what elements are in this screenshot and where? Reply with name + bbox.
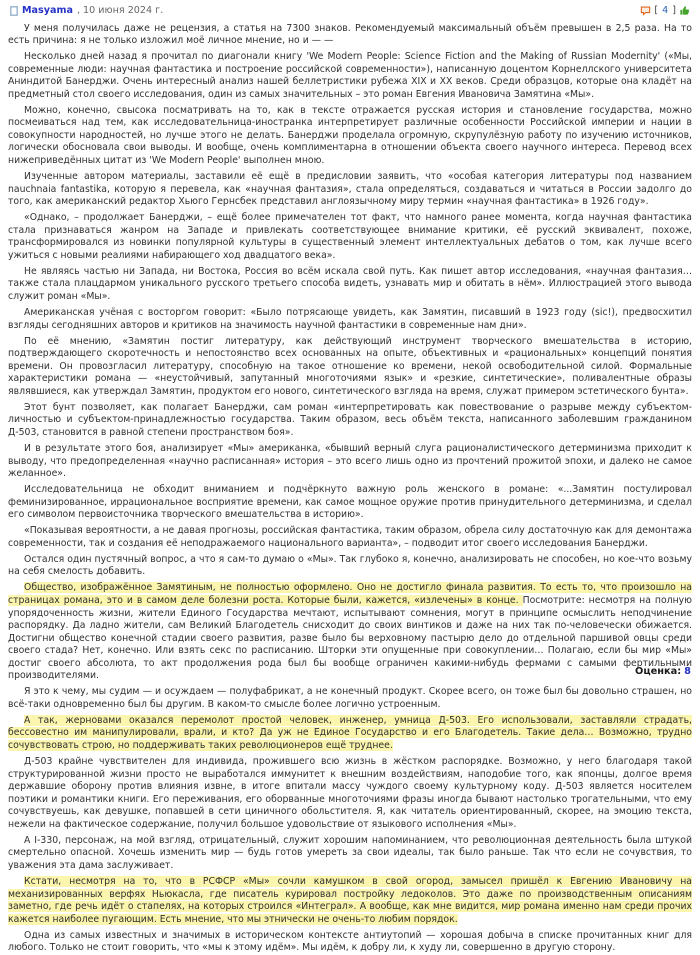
paragraph <box>8 105 692 168</box>
review-footer <box>635 666 691 677</box>
paragraph <box>8 212 692 262</box>
text-segment: И в результате этого боя, анализирует «Мы» американка, «бывший верный слуга рационалистического детерминизма приходит к выводу, что предопределенная «научно расписанная» история – это всего лишь одно из прочтений прожитой эпохи, и далеко не самое желанное». <box>8 442 692 480</box>
username-link[interactable]: Masyama <box>22 5 73 16</box>
text-segment: «Показывая вероятности, а не давая прогнозы, российская фантастика, таким образом, обрела силу достаточную как для демонтажа современности, так и создания её неподражаемого национального варианта», – подводит итог своего исследования Банерджи. <box>8 525 692 549</box>
text-segment: «Однако, – продолжает Банерджи, – ещё более примечателен тот факт, что намного ранее момента, когда научная фантастика стала признаваться жанром на Западе и привлекать соответствующее внимание критики, её русский эквивалент, похоже, трансформировался из новинки популярной культуры в существенный элемент интеллектуальных дебатов о том, как лучше всего ужиться с новыми реалиями набирающего ход двадцатого века». <box>8 212 692 261</box>
highlighted-text: А так, жерновами оказался перемолот простой человек, инженер, умница Д-503. Его использовали, заставляли страдать, бессовестно им манипулировали, врали, и кто? Да уж не Единое Государство и его Благодетель. Такие дела… Возможно, трудно сочувствовать строю, но поддерживать таких революционеров ещё труднее. <box>8 714 692 751</box>
text-segment: А I-330, персонаж, на мой взгляд, отрицательный, служит хорошим напоминанием, что революционная деятельность была штукой смертельно опасной. Хочешь изменить мир — будь готов умереть за свои идеалы, так было раньше. Так что если не сочувствия, то уважения эта дама заслуживает. <box>8 834 692 871</box>
text-segment: Не являясь частью ни Запада, ни Востока, Россия во всём искала свой путь. Как пишет автор исследования, «научная фантазия… также стала плацдармом уникального русского третьего способа видеть, узнавать мир и обитать в нём». Иллюстрацией этого вывода служит роман «Мы». <box>8 265 692 302</box>
paragraph <box>8 402 692 440</box>
text-segment: Посмотрите: несмотря на полную упорядоченность жизни, жители Единого Государства мечтают, испытывают сомнения, могут в принципе осмыслить неподчинение распорядку. Да ладно жители, сам Великий Благодетель снисходит до своих винтиков и даже на них так по-человечески обижается. Достигни общество конечной стадии своего развития, разве было бы верховному пастырю дело до отдельной паршивой овцы среди своего стада? Нет, конечно. Или взять секс по расписанию. Шторки эти опущенные при совокуплении… Полагаю, если бы мир «Мы» достиг своего абсолюта, то акт продолжения рода был бы вообще ограничен какими-нибудь фермами с самыми фертильными производителями. <box>8 594 692 682</box>
paragraph <box>8 876 692 926</box>
paragraph <box>8 307 692 332</box>
paragraph <box>8 686 692 711</box>
text-segment: У меня получилась даже не рецензия, а статья на 7300 знаков. Рекомендуемый максимальный объём превышен в 2,5 раза. На то есть причина: я не только изложил моё личное мнение, но и — — <box>8 22 692 47</box>
paragraph <box>8 484 692 522</box>
paragraph <box>8 266 692 304</box>
text-segment: Исследовательница не обходит вниманием и подчёркнуто важную роль женского в романе: «...Замятин постулировал феминизированное, иррациональное восприятие времени, как самое мощное оружие против принудительного детерминизма, и сделал его символом первоисточника творческого вмешательства в историю». <box>8 484 692 521</box>
paragraph <box>8 525 692 550</box>
votes-count-link[interactable]: 4 <box>662 5 669 16</box>
paragraph <box>8 51 692 101</box>
text-segment: Американская учёная с восторгом говорит: «Было потрясающе увидеть, как Замятин, писавший в 1923 году (sic!), предвосхитил взгляды сегодняшних авторов и критиков на значимость научной фантастики в современные нам дни». <box>8 306 692 331</box>
paragraph <box>8 443 692 481</box>
paragraph <box>8 930 692 955</box>
paragraph <box>8 23 692 48</box>
rating-label: Оценка: <box>634 666 682 677</box>
paragraph <box>8 835 692 873</box>
paragraph <box>8 554 692 579</box>
paragraph <box>8 336 692 399</box>
review-header <box>8 3 692 19</box>
text-segment: Я это к чему, мы судим — и осуждаем — полуфабрикат, а не конечный продукт. Скорее всего, он тоже был бы довольно страшен, но всё-таки одновременно был бы другим. В каком-то смысле более логично устроенным. <box>8 686 692 710</box>
review-date: , 10 июня 2024 г. <box>76 5 164 16</box>
paragraph <box>8 171 692 209</box>
paragraph <box>8 715 692 753</box>
text-segment: Несколько дней назад я прочитал по диагонали книгу 'We Modern People: Science Fiction and the Making of Russian Modernity' («Мы, современные люди: научная фантастика и построение российской современности»), написанную доцентом Корнеллского университета Аниндитой Банерджи. Очень интересный анализ нашей беллетристики рубежа XIX и XX веков. Среди образцов, которые она кладёт на предметный стол своего исследования, один из самых значительных – это роман Евгения Ивановича Замятина «Мы». <box>8 51 692 100</box>
review-header-left <box>10 5 163 16</box>
text-segment: По её мнению, «Замятин постиг литературу, как действующий инструмент творческого вмешательства в историю, подтверждающего скоротечность и непостоянство всех основанных на опыте, объективных и «рациональных» концепций понятия времени. Он провозгласил литературу, способную на такое отношение ко времени, некой освободительной силой. Формальные характеристики романа — «неустойчивый, запутанный многоточиями язык» и «резкие, синтетические», поливалентные образы являвшиеся, как утверждал Замятин, продуктом его нового, синтетического взгляда на время, служат примером эстетического бунта». <box>8 335 692 397</box>
thumbs-up-icon[interactable] <box>679 5 690 16</box>
paragraph <box>8 582 692 682</box>
votes-bracket-close: ] <box>672 5 676 16</box>
review-actions <box>640 5 690 16</box>
text-segment: Этот бунт позволяет, как полагает Банерджи, сам роман «интерпретировать как повествование о разрыве между субъектом-личностью и субъектом-принадлежностью государства. Таким образом, весь объём текста, написанного заболевшим гражданином Д-503, становится в равной степени пространством боя». <box>8 401 692 438</box>
text-segment: Изученные автором материалы, заставили её ещё в предисловии заявить, что «особая категория литературы под названием nauchnaia fantastika, которую я перевела, как «научная фантазия», стала определяться, создаваться и читаться в России задолго до того, как американский редактор Хьюго Гернсбек представил англоязычному миру термин «научная фантастика» в 1926 году». <box>8 171 692 208</box>
text-segment: Можно, конечно, свысока посматривать на то, как в тексте отражается русская история и становление государства, можно посмеиваться над тем, как исследовательница-иностранка интерпретирует различные особенности Российской империи и нации в совокупности народностей, но лучше этого не делать. Банерджи проделала огромную, скрупулёзную работу по изучению источников, логически обосновала свои выводы. И вообще, очень комплиментарна в отношении объекта своего научного интереса. Перевод всех нижеприведённых цитат из 'We Modern People' выполнен мною. <box>8 104 692 166</box>
text-segment: Д-503 крайне чувствителен для индивида, прожившего всю жизнь в жёстком распорядке. Возможно, у него благодаря такой структурированной жизни просто не выработался иммунитет к внешним воздействиям, наподобие того, как японцы, долгое время державшие оборону против влияния извне, в итоге впитали массу чуждого своему культурному коду. Д-503 является носителем поэтики и романтики книги. Его переживания, его оборванные многоточиями фразы иногда бывают настолько трогательными, что ему сочувствуешь, как девушке, попавшей в сети циничного обольстителя. Я, как читатель ориентированный, скорее, на эмоцию текста, нежели на фактическое содержание, получил большое удовольствие от языкового исполнения «Мы». <box>8 756 692 830</box>
votes-bracket-open: [ <box>654 5 659 16</box>
review-body <box>8 23 692 955</box>
text-segment: Остался один пустячный вопрос, а что я сам-то думаю о «Мы». Так глубоко я, конечно, анализировать не способен, но кое-что возьму на себя смелость добавить. <box>8 553 692 578</box>
review-permalink-icon[interactable] <box>10 6 18 16</box>
paragraph <box>8 756 692 831</box>
comment-icon[interactable] <box>640 5 651 16</box>
text-segment: Одна из самых известных и значимых в историческом контексте антиутопий — хорошая добыча в списке прочитанных книг для любого. Только не стоит говорить, что «мы к этому идём». Мы идём, к добру ли, к худу ли, совершенно в другую сторону. <box>8 929 692 954</box>
highlighted-text: Кстати, несмотря на то, что в РСФСР «Мы» сочли камушком в свой огород, замысел пришёл к Евгению Ивановичу на механизированных верфях Ньюкасла, где писатель курировал постройку ледоколов. Это даже по производственным описаниям заметно, где речь идёт о стапелях, на которых строился «Интеграл». А вообще, как мне видится, мир романа именно нам среди прочих кажется наиболее пугающим. Есть мнение, что мы этнически не очень-то любим порядок. <box>8 875 692 925</box>
rating-value-link[interactable]: 8 <box>684 666 691 677</box>
highlighted-text: Общество, изображённое Замятиным, не полностью оформлено. Оно не достигло финала развития. То есть то, что произошло на страницах романа, это и в самом деле болезни роста. Которые были, кажется, «излечены» в конце. <box>8 582 692 606</box>
